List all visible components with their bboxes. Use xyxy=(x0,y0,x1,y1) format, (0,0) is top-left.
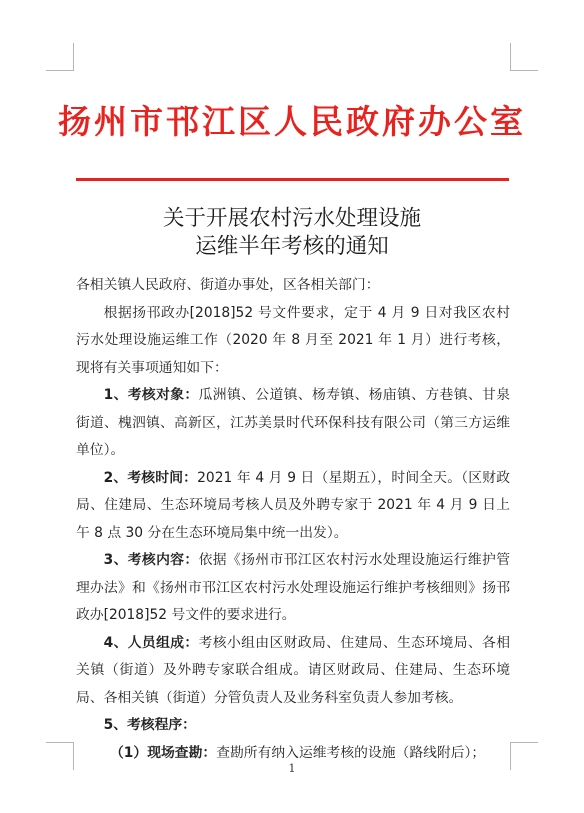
document-title-line-2: 运维半年考核的通知 xyxy=(195,234,389,259)
document-title-line-1: 关于开展农村污水处理设施 xyxy=(162,206,421,231)
section-1-heading: 1、考核对象： xyxy=(103,387,199,403)
crop-mark-top-left-v xyxy=(73,43,74,71)
crop-mark-bottom-left-h xyxy=(46,742,74,743)
section-2-text: 2021 年 4 月 9 日（星期五），时间全天。（区财政局、住建局、生态环境局考核人员及外聘专家于 2021 年 4 月 9 日上午 8 点 30 分在生态环境局集中统一出发）。 xyxy=(76,469,510,541)
section-4 xyxy=(76,630,510,713)
page-number: 1 xyxy=(288,762,296,775)
section-2-heading: 2、考核时间： xyxy=(103,469,198,486)
section-3-heading: 3、考核内容： xyxy=(103,552,199,568)
document-body xyxy=(76,272,510,767)
header-divider-line xyxy=(76,178,509,181)
section-3-text: 依据《扬州市邗江区农村污水处理设施运行维护管理办法》和《扬州市邗江区农村污水处理设施运行维护考核细则》扬邗政办[2018]52 号文件的要求进行。 xyxy=(76,552,511,623)
section-3 xyxy=(76,547,510,630)
section-1 xyxy=(76,382,510,465)
issuing-office-header: 扬州市邗江区人民政府办公室 xyxy=(58,102,526,141)
section-2 xyxy=(76,465,510,548)
crop-mark-top-right-v xyxy=(510,43,511,71)
subsection-1-text: 查勘所有纳入运维考核的设施（路线附后）； xyxy=(216,744,486,761)
crop-mark-bottom-right-h xyxy=(510,742,538,743)
crop-mark-top-right-h xyxy=(510,70,538,71)
section-5 xyxy=(76,712,510,740)
addressee: 各相关镇人民政府、街道办事处，区各相关部门： xyxy=(76,277,380,293)
crop-mark-top-left-h xyxy=(46,70,74,71)
section-4-heading: 4、人员组成： xyxy=(103,634,199,651)
subsection-1-heading: （1）现场查勘： xyxy=(110,744,217,761)
section-5-heading: 5、考核程序： xyxy=(103,717,196,733)
section-4-text: 考核小组由区财政局、住建局、生态环境局、各相关镇（街道）及外聘专家联合组成。请区财政局、住建局、生态环境局、各相关镇（街道）分管负责人及业务科室负责人参加考核。 xyxy=(76,634,511,706)
intro-paragraph: 根据扬邗政办[2018]52 号文件要求，定于 4 月 9 日对我区农村污水处理设施运维工作（2020 年 8 月至 2021 年 1 月）进行考核，现将有关事项通知如下： xyxy=(76,304,510,376)
section-1-text: 瓜洲镇、公道镇、杨寿镇、杨庙镇、方巷镇、甘泉街道、槐泗镇、高新区，江苏美景时代环保科技有限公司（第三方运维单位）。 xyxy=(76,387,511,458)
